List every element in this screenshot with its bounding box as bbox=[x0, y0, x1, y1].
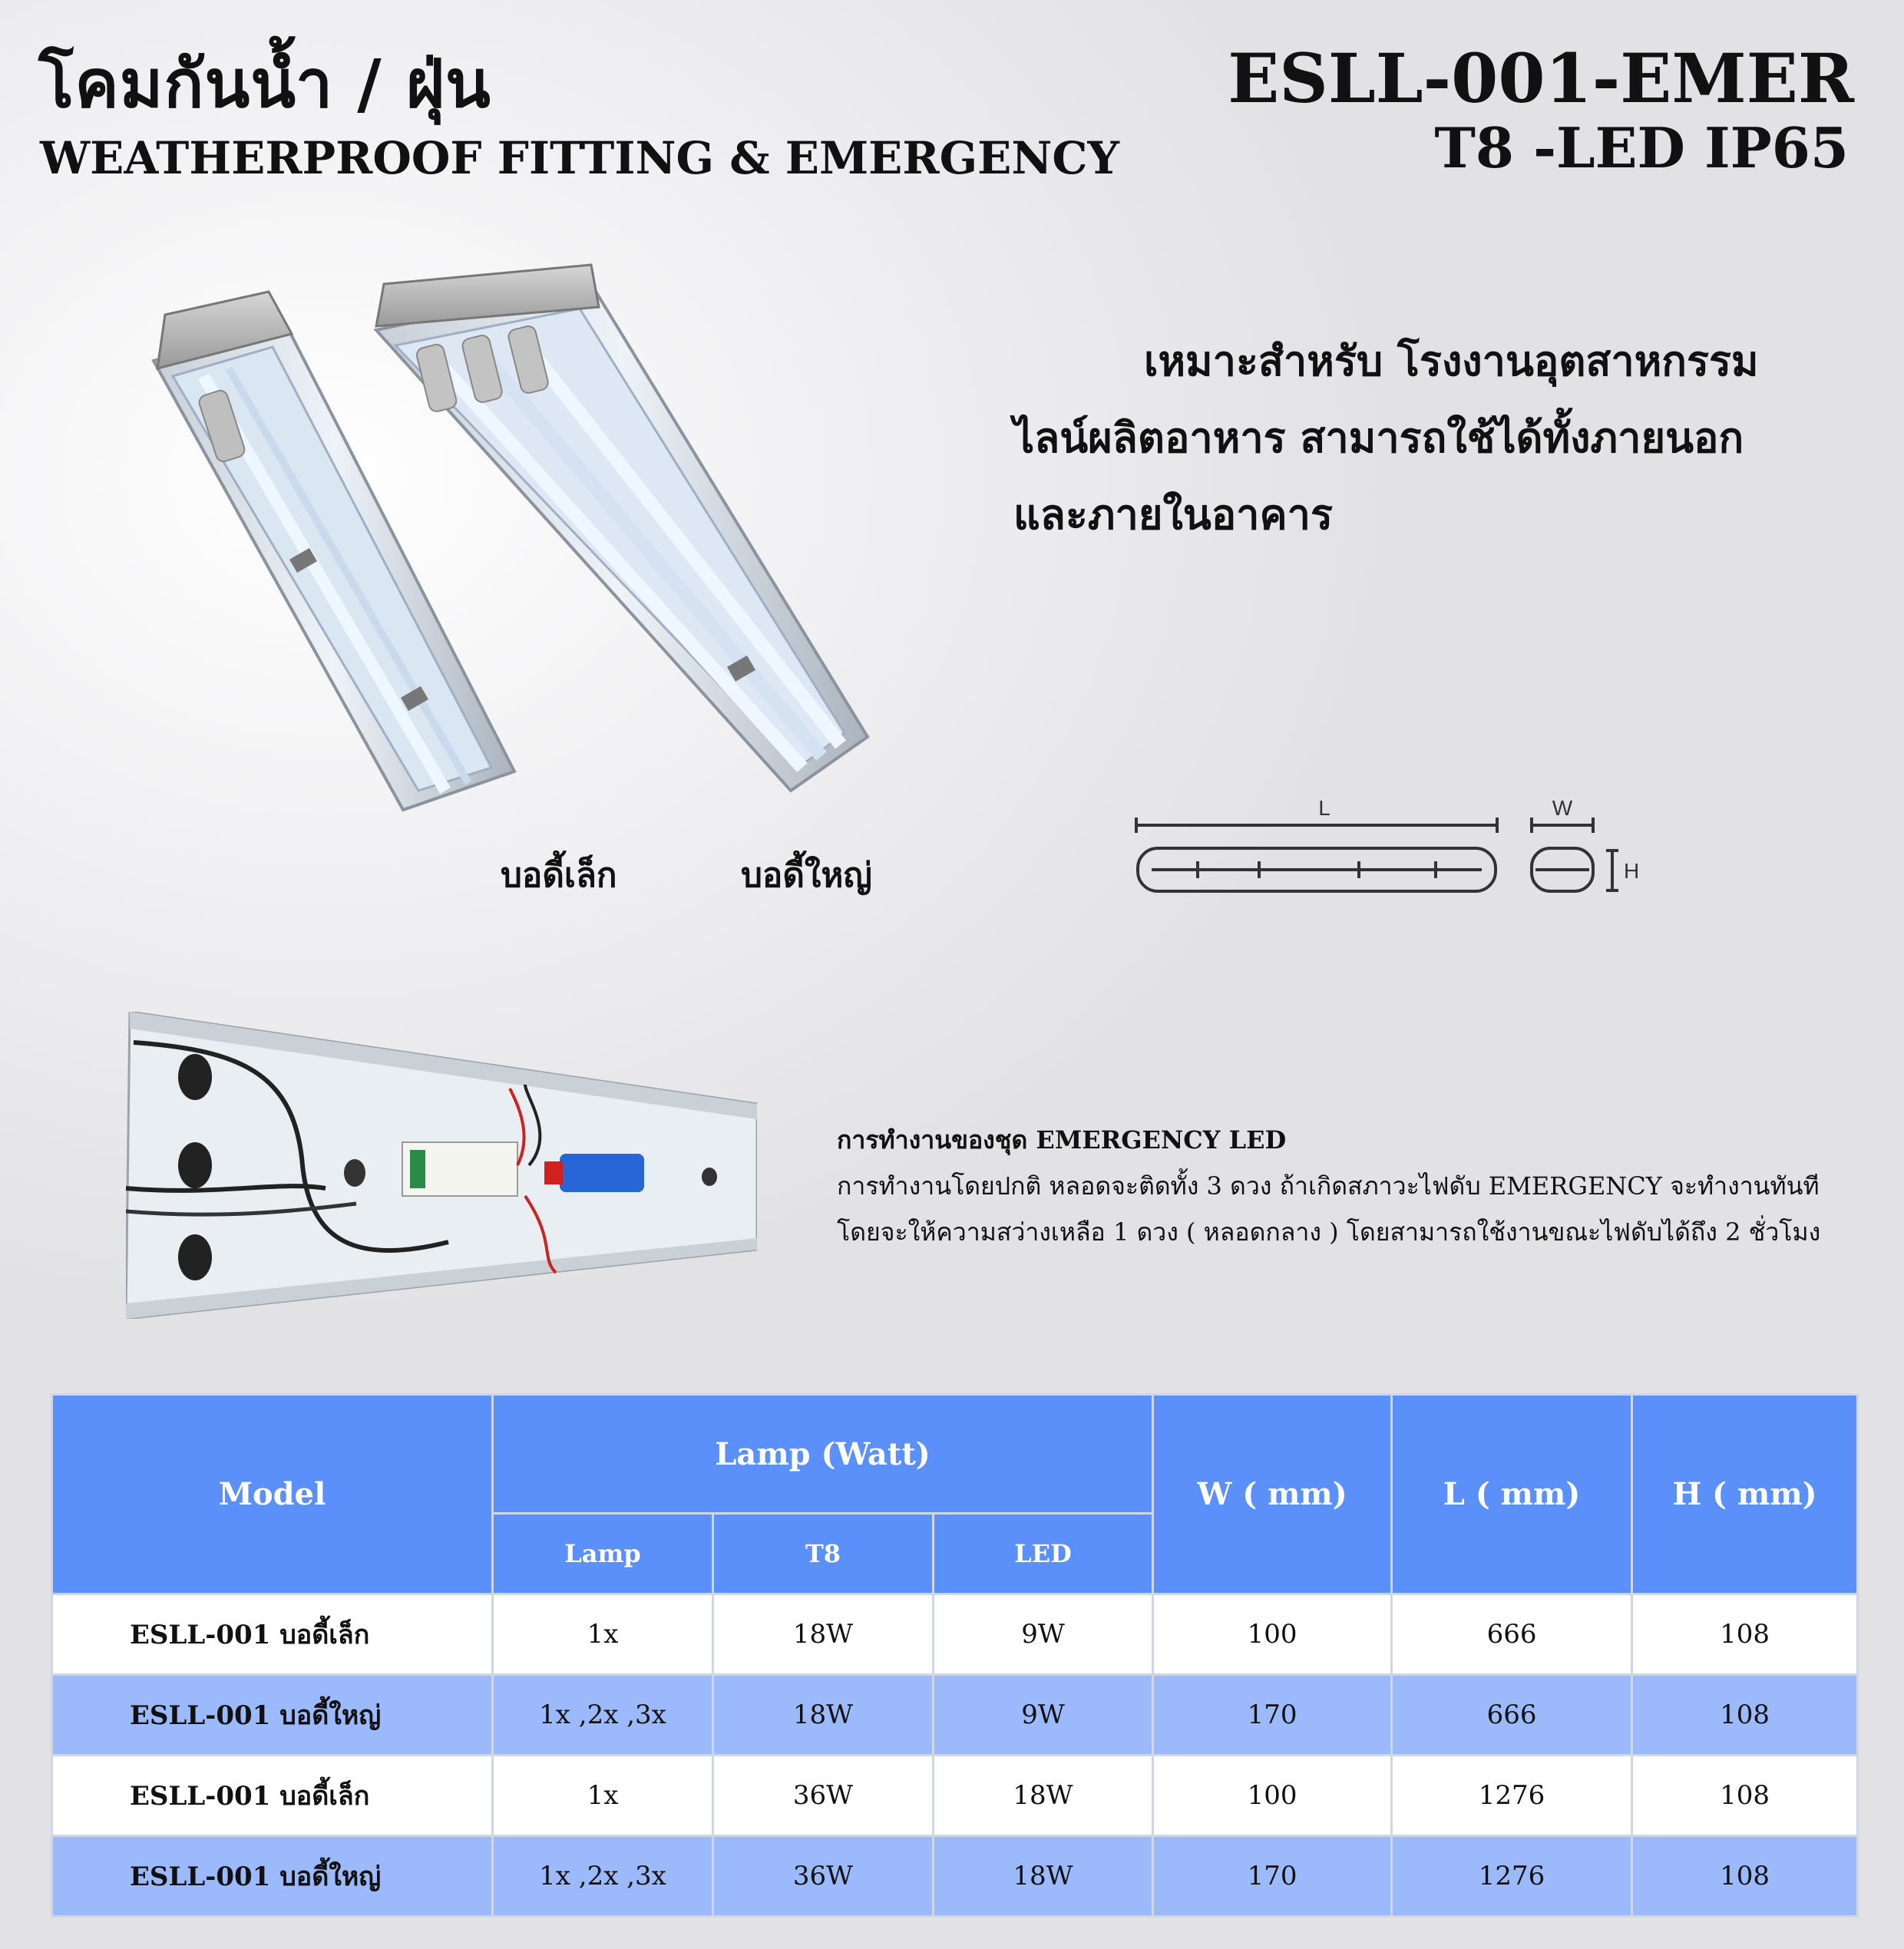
header-lamp-watt: Lamp (Watt) bbox=[493, 1395, 1153, 1514]
cell-lamp: 1x ,2x ,3x bbox=[493, 1836, 713, 1917]
model-code: ESLL-001-EMER bbox=[1228, 38, 1854, 118]
cell-t8: 36W bbox=[713, 1756, 934, 1836]
table-row bbox=[52, 1594, 1858, 1675]
spec-table bbox=[51, 1393, 1859, 1918]
page-title-english: WEATHERPROOF FITTING & EMERGENCY bbox=[40, 132, 1119, 184]
cell-led: 18W bbox=[934, 1836, 1153, 1917]
header-width: W ( mm) bbox=[1153, 1395, 1392, 1594]
cell-w: 170 bbox=[1153, 1836, 1392, 1917]
cell-h: 108 bbox=[1632, 1836, 1858, 1917]
cell-l: 666 bbox=[1392, 1675, 1632, 1756]
emergency-kit-photo bbox=[126, 1012, 757, 1319]
cell-w: 100 bbox=[1153, 1594, 1392, 1675]
emergency-line-2: โดยจะให้ความสว่างเหลือ 1 ดวง ( หลอดกลาง ) โดยสามารถใช้งานขณะไฟดับได้ถึง 2 ชั่วโมง bbox=[837, 1217, 1821, 1247]
cell-l: 1276 bbox=[1392, 1836, 1632, 1917]
description-line-3: และภายในอาคาร bbox=[1013, 490, 1333, 539]
header-t8: T8 bbox=[713, 1514, 934, 1594]
cell-t8: 18W bbox=[713, 1675, 934, 1756]
page-title-thai: โคมกันน้ำ / ฝุ่น bbox=[38, 45, 491, 123]
header-model: Model bbox=[52, 1395, 493, 1594]
cell-lamp: 1x ,2x ,3x bbox=[493, 1675, 713, 1756]
emergency-heading: การทำงานของชุด EMERGENCY LED bbox=[837, 1125, 1287, 1155]
product-photo bbox=[131, 261, 898, 829]
dimension-label-l: L bbox=[1318, 796, 1330, 820]
dimension-diagram bbox=[1121, 791, 1658, 906]
cell-model: ESLL-001 บอดี้เล็ก bbox=[52, 1594, 493, 1675]
header-height: H ( mm) bbox=[1632, 1395, 1858, 1594]
table-row bbox=[52, 1836, 1858, 1917]
cell-model: ESLL-001 บอดี้ใหญ่ bbox=[52, 1836, 493, 1917]
description-line-2: ไลน์ผลิตอาหาร สามารถใช้ได้ทั้งภายนอก bbox=[1013, 413, 1744, 462]
header-led: LED bbox=[934, 1514, 1153, 1594]
cell-h: 108 bbox=[1632, 1756, 1858, 1836]
dimension-label-w: W bbox=[1552, 796, 1573, 820]
emergency-line-1: การทำงานโดยปกติ หลอดจะติดทั้ง 3 ดวง ถ้าเกิดสภาวะไฟดับ EMERGENCY จะทำงานทันที bbox=[837, 1171, 1820, 1201]
cell-t8: 36W bbox=[713, 1836, 934, 1917]
dimension-label-h: H bbox=[1624, 859, 1640, 883]
cell-w: 100 bbox=[1153, 1756, 1392, 1836]
cell-l: 1276 bbox=[1392, 1756, 1632, 1836]
cell-l: 666 bbox=[1392, 1594, 1632, 1675]
cell-model: ESLL-001 บอดี้ใหญ่ bbox=[52, 1675, 493, 1756]
product-description bbox=[1013, 322, 1827, 553]
cell-model: ESLL-001 บอดี้เล็ก bbox=[52, 1756, 493, 1836]
emergency-info bbox=[837, 1117, 1820, 1255]
cell-w: 170 bbox=[1153, 1675, 1392, 1756]
cell-h: 108 bbox=[1632, 1675, 1858, 1756]
header-length: L ( mm) bbox=[1392, 1395, 1632, 1594]
header-lamp: Lamp bbox=[493, 1514, 713, 1594]
cell-t8: 18W bbox=[713, 1594, 934, 1675]
table-row bbox=[52, 1756, 1858, 1836]
cell-lamp: 1x bbox=[493, 1756, 713, 1836]
description-line-1: เหมาะสำหรับ โรงงานอุตสาหกรรม bbox=[1144, 336, 1759, 385]
cell-led: 9W bbox=[934, 1594, 1153, 1675]
cell-lamp: 1x bbox=[493, 1594, 713, 1675]
cell-led: 9W bbox=[934, 1675, 1153, 1756]
cell-led: 18W bbox=[934, 1756, 1153, 1836]
table-row bbox=[52, 1675, 1858, 1756]
large-body-label: บอดี้ใหญ่ bbox=[741, 856, 872, 895]
cell-h: 108 bbox=[1632, 1594, 1858, 1675]
small-body-label: บอดี้เล็ก bbox=[501, 856, 617, 895]
model-spec: T8 -LED IP65 bbox=[1434, 115, 1849, 180]
